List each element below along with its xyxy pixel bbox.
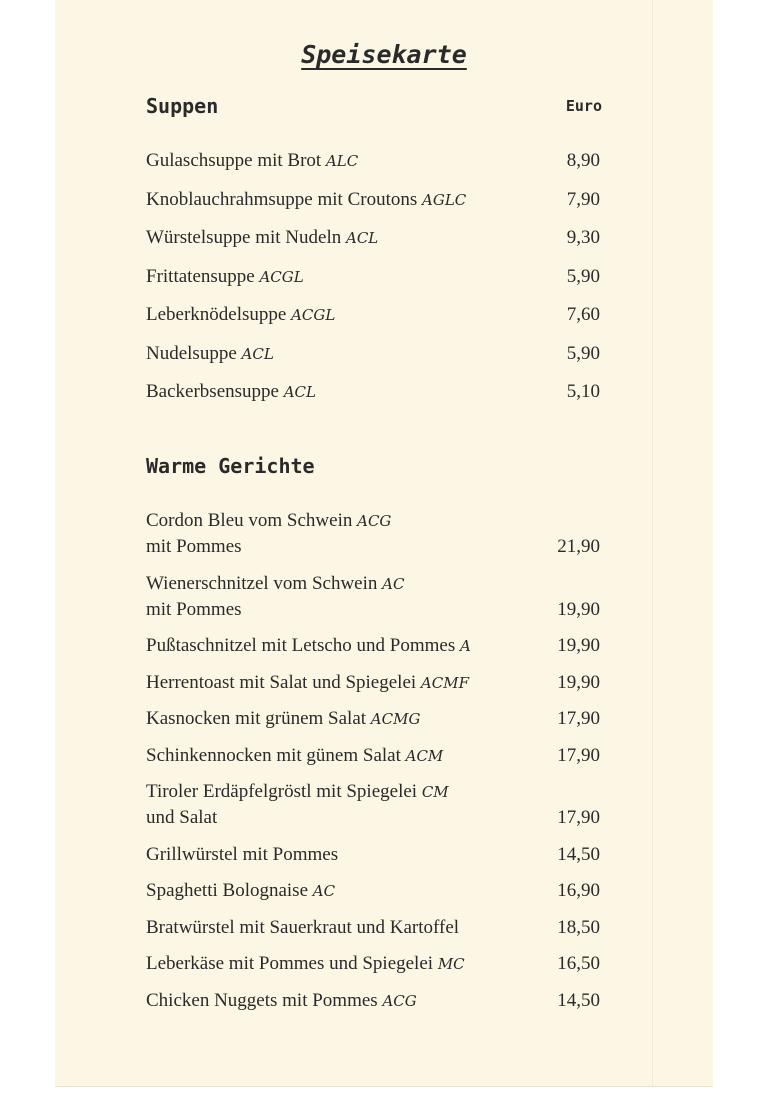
- menu-item: [146, 842, 600, 868]
- menu-item-name: [146, 225, 516, 251]
- menu-item-title: Chicken Nuggets mit Pommes: [146, 989, 378, 1011]
- menu-item-allergens: AC: [312, 882, 336, 900]
- menu-item-price: 18,50: [557, 916, 600, 938]
- menu-item-name: [146, 670, 516, 696]
- currency-header: Euro: [565, 97, 602, 115]
- menu-item-title: Leberkäse mit Pommes und Spiegelei: [146, 953, 434, 974]
- menu-item-price: 16,50: [557, 953, 600, 974]
- menu-item-price: 19,90: [557, 671, 600, 693]
- menu-item-price: 8,90: [566, 150, 600, 171]
- menu-item: [146, 225, 600, 251]
- menu-item: [146, 743, 600, 769]
- menu-item-name: [146, 187, 516, 213]
- menu-item-allergens: ACG: [357, 512, 392, 530]
- menu-item-allergens: ACGL: [259, 267, 304, 286]
- warm-dish-list: [146, 508, 600, 1024]
- menu-title: Speisekarte: [301, 40, 467, 69]
- menu-item-price: 5,90: [566, 342, 600, 364]
- menu-item-price: 14,50: [557, 843, 600, 865]
- menu-item-allergens: MC: [437, 955, 465, 973]
- menu-item-name: [146, 341, 516, 367]
- menu-item-title: Grillwürstel mit Pommes: [146, 843, 339, 865]
- menu-item-subline: und Salat: [146, 807, 218, 828]
- menu-item-name: [146, 706, 516, 732]
- menu-item-allergens: AC: [382, 574, 405, 593]
- menu-item-title: Wienerschnitzel vom Schwein: [146, 572, 378, 594]
- menu-item-name: [146, 915, 516, 941]
- section-heading-soups: Suppen: [146, 94, 219, 118]
- menu-item-name: [146, 779, 516, 831]
- menu-item-allergens: AGLC: [422, 190, 467, 209]
- menu-item-allergens: ACM: [405, 746, 444, 765]
- menu-item-title: Schinkennocken mit günem Salat: [146, 744, 401, 766]
- menu-item-price: 7,60: [566, 304, 600, 325]
- menu-item-title: Würstelsuppe mit Nudeln: [146, 227, 342, 248]
- menu-item: [146, 508, 600, 560]
- menu-item: [146, 148, 600, 174]
- menu-item: [146, 951, 600, 977]
- menu-item-price: 19,90: [557, 635, 600, 656]
- menu-item-title: Bratwürstel mit Sauerkraut und Kartoffel: [146, 916, 460, 938]
- menu-item-title: Kasnocken mit grünem Salat: [146, 708, 367, 729]
- menu-item-price: 17,90: [557, 708, 600, 729]
- menu-item-name: [146, 379, 516, 405]
- menu-item: [146, 379, 600, 405]
- menu-item-name: [146, 264, 516, 290]
- menu-item-price: 7,90: [566, 188, 600, 210]
- menu-item-name: [146, 571, 516, 623]
- menu-item-price: 19,90: [557, 598, 600, 620]
- menu-item: [146, 915, 600, 941]
- menu-item-title: Herrentoast mit Salat und Spiegelei: [146, 671, 417, 693]
- menu-item-name: [146, 951, 516, 977]
- menu-item-title: Pußtaschnitzel mit Letscho und Pommes: [146, 635, 456, 656]
- menu-item-allergens: ACL: [283, 383, 316, 401]
- menu-item-subline: mit Pommes: [146, 536, 242, 557]
- menu-item-title: Knoblauchrahmsuppe mit Croutons: [146, 188, 418, 210]
- menu-item-title: Nudelsuppe: [146, 342, 237, 364]
- soup-list: [146, 148, 600, 418]
- menu-item-price: 5,90: [566, 265, 600, 287]
- menu-item: [146, 302, 600, 328]
- menu-item-name: [146, 878, 516, 904]
- menu-item-allergens: CM: [421, 783, 449, 801]
- menu-item-allergens: ACMF: [420, 673, 469, 692]
- menu-item-allergens: ACG: [382, 991, 417, 1010]
- menu-item: [146, 670, 600, 696]
- menu-item-allergens: ACL: [241, 344, 274, 363]
- menu-item-name: [146, 633, 516, 659]
- menu-item-price: 17,90: [557, 807, 600, 828]
- menu-item-title: Spaghetti Bolognaise: [146, 880, 309, 901]
- menu-item-allergens: ACL: [346, 229, 379, 247]
- menu-item-title: Gulaschsuppe mit Brot: [146, 150, 322, 171]
- menu-item-allergens: ACGL: [291, 306, 336, 324]
- menu-item: [146, 779, 600, 831]
- menu-item-price: 16,90: [557, 880, 600, 901]
- menu-item-price: 21,90: [557, 536, 600, 557]
- menu-item-price: 5,10: [566, 381, 600, 402]
- menu-item-price: 17,90: [557, 744, 600, 766]
- menu-item-allergens: ALC: [325, 152, 359, 170]
- menu-item-name: [146, 842, 516, 868]
- menu-item: [146, 341, 600, 367]
- section-heading-warm-dishes: Warme Gerichte: [146, 454, 315, 478]
- menu-item-subline: mit Pommes: [146, 598, 242, 620]
- menu-item-name: [146, 508, 516, 560]
- menu-item-name: [146, 988, 516, 1014]
- menu-item: [146, 988, 600, 1014]
- menu-item: [146, 187, 600, 213]
- menu-item: [146, 706, 600, 732]
- menu-item-title: Leberknödelsuppe: [146, 304, 287, 325]
- menu-item: [146, 264, 600, 290]
- menu-item: [146, 571, 600, 623]
- menu-item-name: [146, 743, 516, 769]
- menu-item-allergens: A: [460, 637, 471, 655]
- menu-item: [146, 878, 600, 904]
- menu-item-name: [146, 148, 516, 174]
- menu-item-name: [146, 302, 516, 328]
- menu-item-price: 9,30: [566, 227, 600, 248]
- menu-item-title: Frittatensuppe: [146, 265, 255, 287]
- menu-item-allergens: ACMG: [370, 710, 421, 728]
- menu-item-title: Cordon Bleu vom Schwein: [146, 510, 353, 531]
- menu-item: [146, 633, 600, 659]
- menu-item-title: Backerbsensuppe: [146, 381, 279, 402]
- menu-sheet: [55, 0, 713, 1086]
- menu-item-price: 14,50: [557, 989, 600, 1011]
- menu-item-title: Tiroler Erdäpfelgröstl mit Spiegelei: [146, 781, 418, 802]
